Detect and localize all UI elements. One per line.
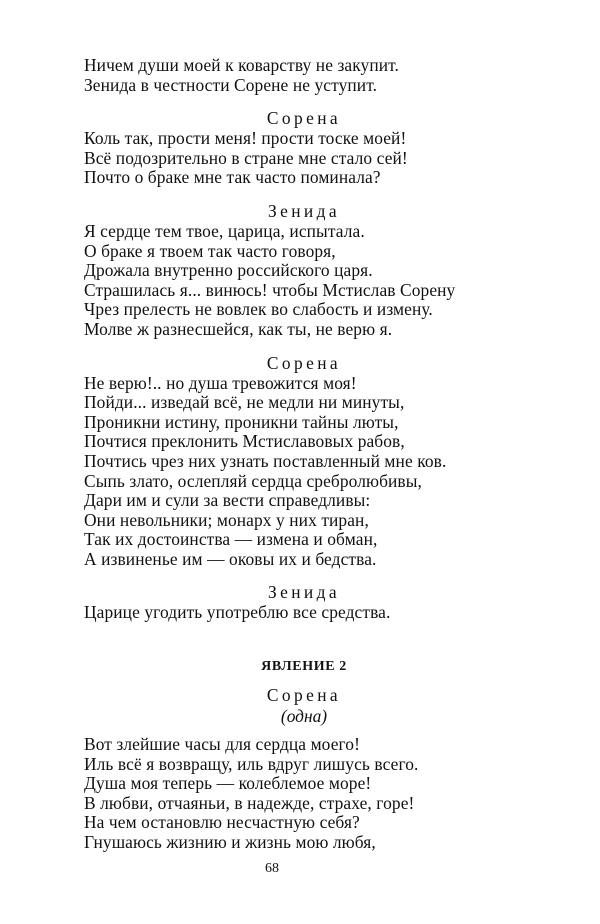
verse-block: [84, 56, 524, 95]
verse-block: [84, 129, 524, 188]
verse-line: Иль всё я возвращу, иль вдруг лишусь всего.: [84, 753, 419, 774]
verse-line: Царице угодить употреблю все средства.: [84, 602, 391, 623]
verse-line: А извиненье им — оковы их и бедства.: [84, 548, 377, 569]
verse-line: Они невольники; монарх у них тиран,: [84, 509, 369, 530]
verse-line: Страшилась я... винюсь! чтобы Мстислав Сорену: [84, 279, 456, 300]
verse-line: О браке я твоем так часто говоря,: [84, 240, 336, 261]
verse-line: Зенида в честности Сорене не уступит.: [84, 74, 378, 95]
verse-line: Ничем души моей к коварству не закупит.: [84, 55, 400, 75]
verse-line: Дари им и сули за вести справедливы:: [84, 490, 371, 511]
verse-line: Проникни истину, проникни тайны люты,: [84, 411, 399, 432]
page-text-column: [84, 56, 524, 853]
verse-block: [84, 603, 524, 623]
verse-block: [84, 735, 524, 853]
verse-line: Так их достоинства — измена и обман,: [84, 529, 378, 550]
verse-line: Душа моя теперь — колеблемое море!: [84, 773, 372, 794]
verse-line: Дрожала внутренно российского царя.: [84, 260, 373, 281]
scene-heading: ЯВЛЕНИЕ 2: [261, 659, 347, 675]
verse-line: В любви, отчаяньи, в надежде, страхе, горе!: [84, 792, 415, 813]
verse-line: Коль так, прости меня! прости тоске моей!: [84, 128, 407, 149]
verse-line: На чем остановлю несчастную себя?: [84, 812, 360, 833]
speaker-name: Сорена: [266, 108, 342, 129]
verse-line: Пойди... изведай всё, не медли ни минуты,: [84, 392, 405, 413]
verse-line: Не верю!.. но душа тревожится моя!: [84, 372, 357, 393]
verse-line: Чрез прелесть не вовлек во слабость и измену.: [84, 299, 433, 320]
verse-line: Я сердце тем твое, царица, испытала.: [84, 220, 365, 241]
page-number: 68: [265, 861, 279, 876]
speaker-name: Зенида: [267, 582, 340, 603]
speaker-name: Сорена: [266, 352, 342, 373]
verse-line: Почтись чрез них узнать поставленный мне ков.: [84, 450, 447, 471]
verse-line: Сыпь злато, ослепляй сердца сребролюбивы,: [84, 470, 422, 491]
verse-line: Вот злейшие часы для сердца моего!: [84, 734, 360, 755]
verse-block: [84, 374, 524, 570]
verse-line: Всё подозрительно в стране мне стало сей!: [84, 147, 408, 168]
verse-block: [84, 222, 524, 340]
stage-direction: (одна): [280, 706, 328, 727]
verse-line: Почто о браке мне так часто поминала?: [84, 167, 381, 188]
speaker-name: Сорена: [266, 685, 342, 706]
verse-line: Гнушаюсь жизнию и жизнь мою любя,: [84, 832, 376, 853]
verse-line: Молве ж разнесшейся, как ты, не верю я.: [84, 318, 393, 339]
speaker-name: Зенида: [267, 200, 340, 221]
verse-line: Почтися преклонить Мстиславовых рабов,: [84, 431, 405, 452]
